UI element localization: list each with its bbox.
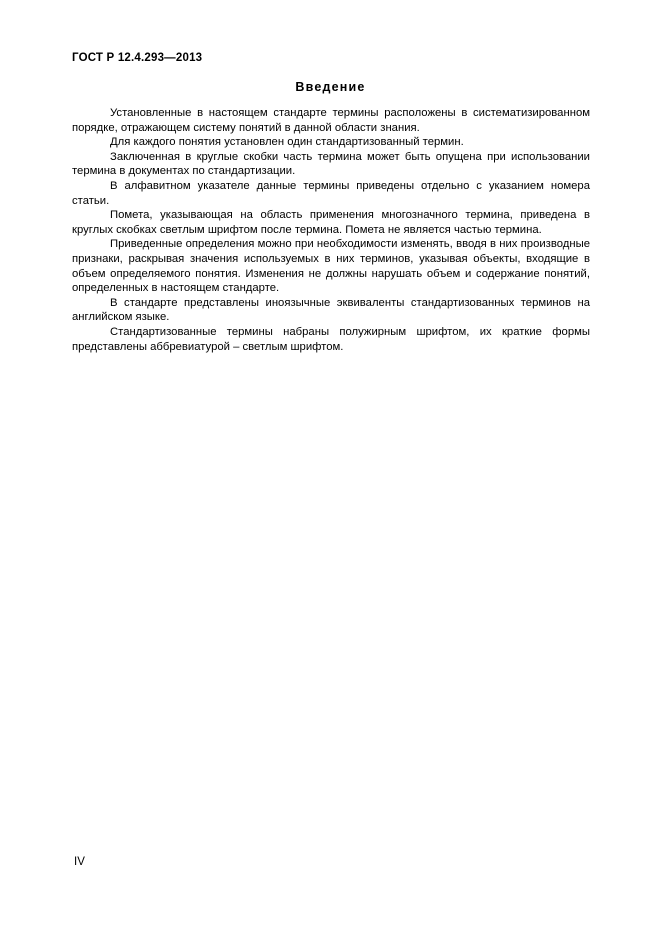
paragraph: Помета, указывающая на область применения многозначного термина, приведена в круглых скобках светлым шрифтом после термина. Помета не является частью термина. xyxy=(72,209,590,236)
introduction-body xyxy=(72,106,590,354)
standard-designation-header: ГОСТ Р 12.4.293—2013 xyxy=(72,52,203,64)
paragraph: Приведенные определения можно при необходимости изменять, вводя в них производные признаки, раскрывая значения используемых в них терминов, указывая объекты, входящие в объем определяемого понятия. Изменения не должны нарушать объем и содержание понятий, определенных в настоящем стандарте. xyxy=(72,238,590,295)
paragraph: В стандарте представлены иноязычные эквиваленты стандартизованных терминов на английском языке. xyxy=(72,296,590,324)
paragraph: Установленные в настоящем стандарте термины расположены в систематизированном порядке, отражающем систему понятий в данной области знания. xyxy=(72,107,590,134)
page-number: IV xyxy=(74,856,85,868)
section-title-introduction: Введение xyxy=(295,80,366,94)
paragraph: В алфавитном указателе данные термины приведены отдельно с указанием номера статьи. xyxy=(72,179,590,207)
paragraph: Для каждого понятия установлен один стандартизованный термин. xyxy=(110,136,464,149)
paragraph: Стандартизованные термины набраны полужирным шрифтом, их краткие формы представлены аббревиатурой – светлым шрифтом. xyxy=(72,325,590,353)
paragraph: Заключенная в круглые скобки часть термина может быть опущена при использовании термина в документах по стандартизации. xyxy=(72,150,590,178)
